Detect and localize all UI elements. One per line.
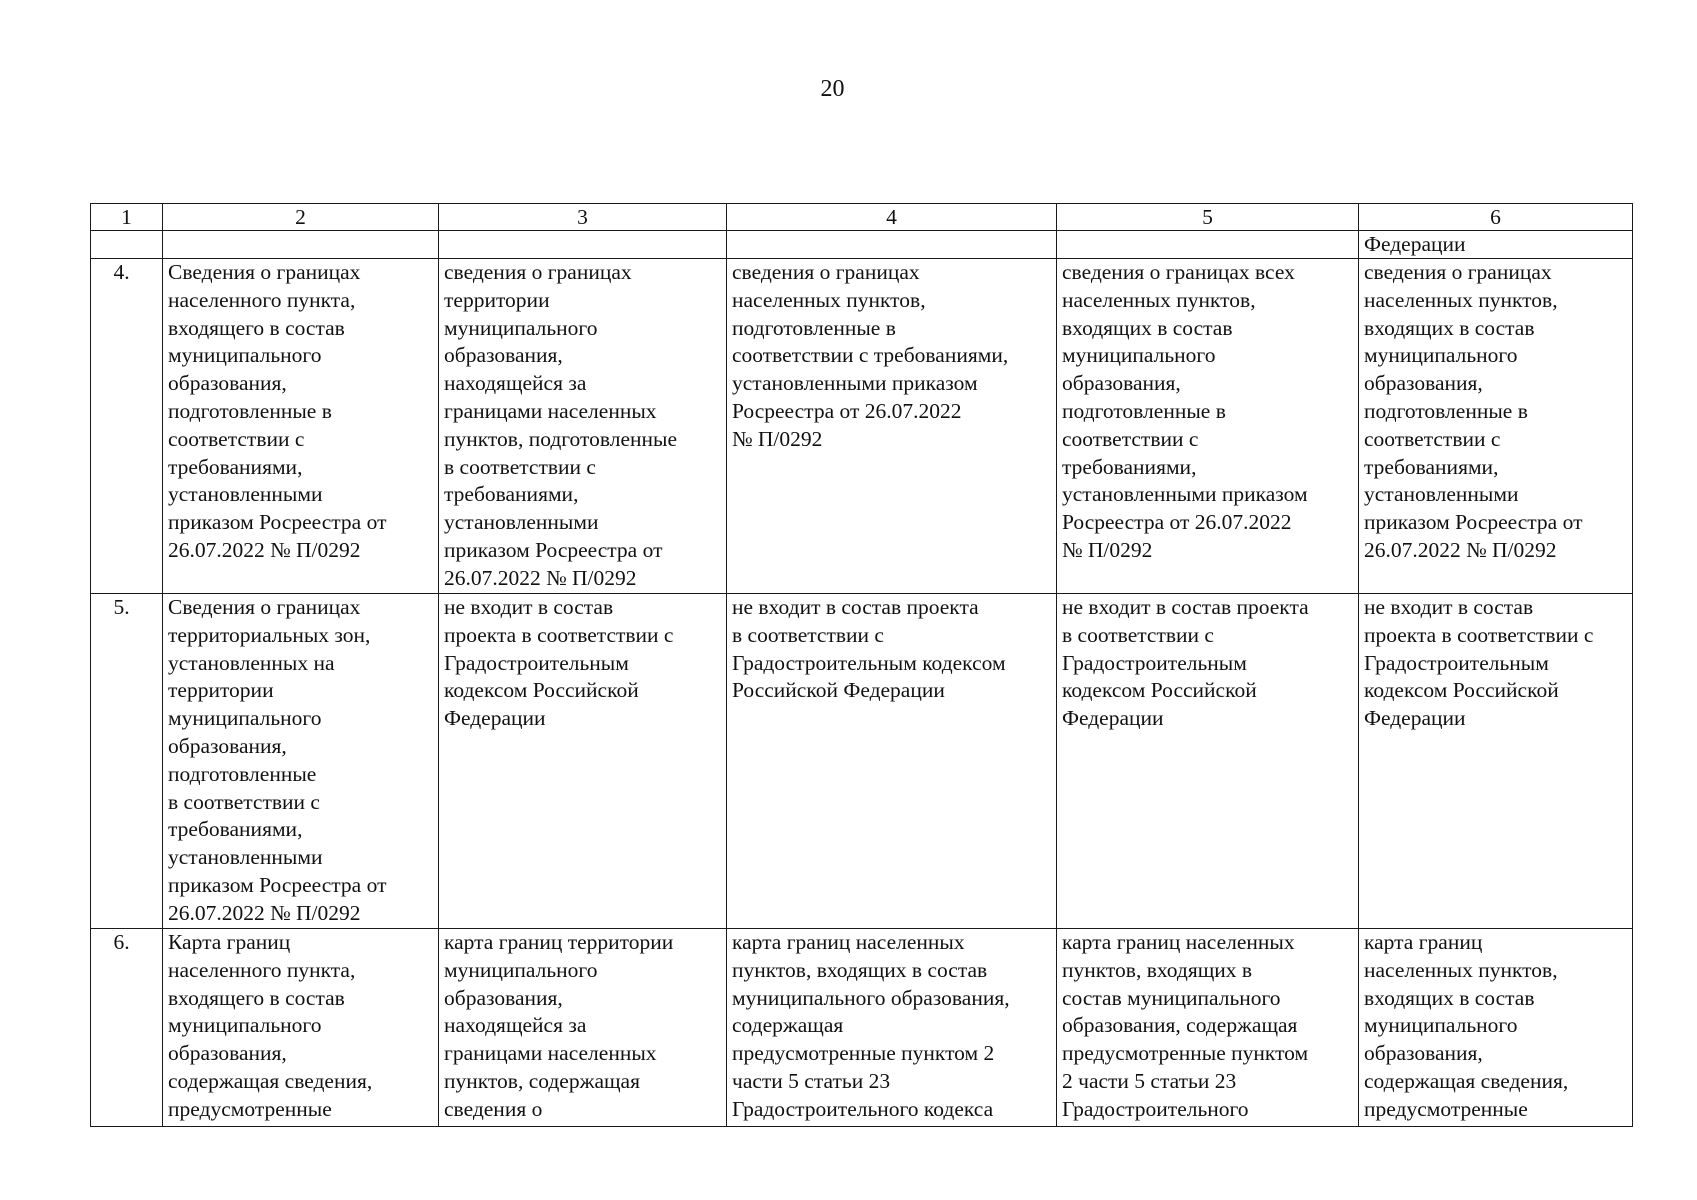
table-cell <box>1359 929 1633 1127</box>
cell-text: карта границ населенных пунктов, входящих в состав муниципального образования, содержащая предусмотренные пунктом 2 части 5 статьи 23 Градостроительного <box>1062 930 1309 1121</box>
table-cell <box>439 929 727 1127</box>
continuation-cell-1 <box>91 231 163 259</box>
cell-text: Сведения о границах населенного пункта, входящего в состав муниципального образования, подготовленные в соответствии с требованиями, установленными приказом Росреестра от 26.07.2022 № П/0292 <box>168 260 387 562</box>
cell-text: сведения о границах всех населенных пунктов, входящих в состав муниципального образования, подготовленные в соответствии с требованиями, установленными приказом Росреестра от 26.07.2022 № П/0292 <box>1062 260 1308 562</box>
column-header-5: 5 <box>1057 204 1359 231</box>
column-header-4: 4 <box>727 204 1057 231</box>
row-number: 5. <box>91 594 163 929</box>
table-cell <box>727 594 1057 929</box>
table-cell <box>727 259 1057 594</box>
table-cell <box>439 259 727 594</box>
cell-text: не входит в состав проекта в соответствии с Градостроительным кодексом Российской Федерации <box>444 595 674 731</box>
page-number: 20 <box>820 76 845 102</box>
table-cell <box>163 259 439 594</box>
cell-text: не входит в состав проекта в соответствии с Градостроительным кодексом Российской Федерации <box>1062 595 1309 731</box>
cell-text: сведения о границах территории муниципального образования, находящейся за границами населенных пунктов, подготовленные в соответствии с требованиями, установленными приказом Росреестра от 26.07.2022 № П/0292 <box>444 260 678 590</box>
requirements-table <box>90 203 1633 1127</box>
continuation-cell-5 <box>1057 231 1359 259</box>
cell-text: карта границ территории муниципального образования, находящейся за границами населенных пунктов, содержащая сведения о <box>444 930 674 1121</box>
cell-text: сведения о границах населенных пунктов, входящих в состав муниципального образования, подготовленные в соответствии с требованиями, установленными приказом Росреестра от 26.07.2022 № П/0292 <box>1364 260 1583 562</box>
cell-text: не входит в состав проекта в соответствии с Градостроительным кодексом Российской Федерации <box>1364 595 1594 731</box>
cell-text: карта границ населенных пунктов, входящих в состав муниципального образования, содержащая предусмотренные пунктом 2 части 5 статьи 23 Градостроительного кодекса <box>732 930 1010 1121</box>
cell-text: карта границ населенных пунктов, входящих в состав муниципального образования, содержащая сведения, предусмотренные <box>1364 930 1569 1121</box>
column-number-row <box>91 204 1633 231</box>
cell-text: не входит в состав проекта в соответствии с Градостроительным кодексом Российской Федерации <box>732 595 1006 703</box>
column-header-2: 2 <box>163 204 439 231</box>
table-cell <box>1057 259 1359 594</box>
row-number: 6. <box>91 929 163 1127</box>
table-cell <box>727 929 1057 1127</box>
cell-text: Сведения о границах территориальных зон, установленных на территории муниципального образования, подготовленные в соответствии с требованиями, установленными приказом Росреестра от 26.07.2022 № П/0292 <box>168 595 387 925</box>
table-row <box>91 594 1633 929</box>
column-header-3: 3 <box>439 204 727 231</box>
cell-text: сведения о границах населенных пунктов, подготовленные в соответствии с требованиями, установленными приказом Росреестра от 26.07.2022 № П/0292 <box>732 260 1009 451</box>
column-header-6: 6 <box>1359 204 1633 231</box>
continuation-row <box>91 231 1633 259</box>
table-row <box>91 259 1633 594</box>
table-cell <box>1057 594 1359 929</box>
table-cell <box>1057 929 1359 1127</box>
table-cell <box>1359 259 1633 594</box>
table-row <box>91 929 1633 1127</box>
table-cell <box>163 594 439 929</box>
continuation-cell-2 <box>163 231 439 259</box>
table-cell <box>439 594 727 929</box>
continuation-cell-3 <box>439 231 727 259</box>
table-cell <box>163 929 439 1127</box>
column-header-1: 1 <box>91 204 163 231</box>
continuation-cell-6: Федерации <box>1359 231 1633 259</box>
continuation-cell-4 <box>727 231 1057 259</box>
table-cell <box>1359 594 1633 929</box>
cell-text: Карта границ населенного пункта, входящего в состав муниципального образования, содержащая сведения, предусмотренные <box>168 930 373 1121</box>
row-number: 4. <box>91 259 163 594</box>
